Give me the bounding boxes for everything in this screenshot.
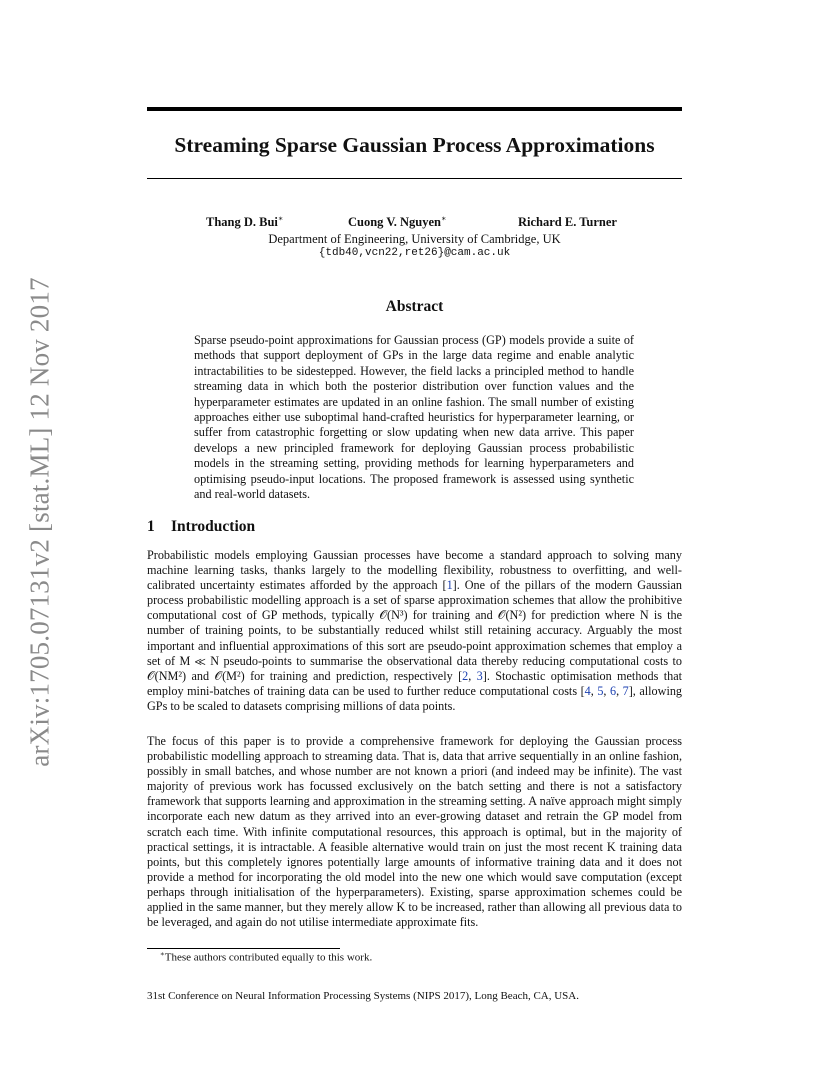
intro-paragraph-1: Probabilistic models employing Gaussian processes have become a standard approach to solving many machine learning tasks, thanks largely to the modelling flexibility, robustness to overfitting, and well-calibrated uncertainty estimates afforded by the approach [1]. One of the pillars of the modern Gaussian process probabilistic modelling approach is a set of sparse approximation schemes that allow the prohibitive computational cost of GP methods, typically 𝒪(N³) for training and 𝒪(N²) for prediction where N is the number of training points, to be substantially reduced whilst still retaining accuracy. Arguably the most important and influential approximations of this sort are pseudo-point approximation schemes that employ a set of M ≪ N pseudo-points to summarise the observational data thereby reducing computational costs to 𝒪(NM²) and 𝒪(M²) for training and prediction, respectively [2, 3]. Stochastic optimisation methods that employ mini-batches of training data can be used to further reduce computational costs [4, 5, 6, 7], allowing GPs to be scaled to datasets comprising millions of data points. — [147, 548, 683, 713]
title-bottom-rule — [147, 178, 682, 179]
author: Thang D. Bui∗ — [206, 214, 284, 230]
intro-paragraph-2: The focus of this paper is to provide a comprehensive framework for deploying the Gaussian process probabilistic modelling approach to streaming data. That is, data that arrive sequentially in an online fashion, possibly in small batches, and whose number are not known a priori (and indeed may be infinite). The vast majority of previous work has focussed exclusively on the batch setting and there is not a satisfactory framework that supports learning and approximation in the streaming setting. A naïve approach might simply incorporate each new datum as they arrived into an ever-growing dataset and retrain the GP model from scratch each time. With infinite computational resources, this approach is optimal, but in the majority of practical settings, it is intractable. A feasible alternative would train on just the most recent K training data points, but this completely ignores potentially large amounts of informative training data and it does not provide a method for incorporating the old model into the new one which would save computation (except perhaps through initialisation of the hyperparameters). Existing, sparse approximation schemes could be applied in the same manner, but they merely allow K to be increased, rather than allowing all previous data to be leveraged, and again do not utilise intermediate approximate fits. — [147, 734, 682, 930]
section-heading — [147, 518, 255, 536]
author: Cuong V. Nguyen∗ — [348, 214, 447, 230]
author: Richard E. Turner — [518, 215, 617, 230]
conference-footer: 31st Conference on Neural Information Processing Systems (NIPS 2017), Long Beach, CA, USA. — [147, 990, 579, 1002]
footnote-rule — [147, 948, 340, 949]
section-number: 1 — [147, 518, 155, 535]
arxiv-stamp: arXiv:1705.07131v2 [stat.ML] 12 Nov 2017 — [24, 277, 55, 767]
paper-title: Streaming Sparse Gaussian Process Approximations — [174, 133, 655, 157]
abstract-heading: Abstract — [385, 298, 444, 315]
citation-link[interactable]: 5 — [597, 683, 604, 698]
affiliation: Department of Engineering, University of Cambridge, UK — [268, 232, 561, 246]
citation-link[interactable]: 1 — [446, 578, 453, 593]
citation-link[interactable]: 2 — [462, 668, 469, 683]
citation-link[interactable]: 7 — [622, 683, 629, 698]
section-title: Introduction — [171, 518, 256, 535]
footnote: ∗These authors contributed equally to this work. — [160, 950, 373, 964]
citation-link[interactable]: 4 — [584, 683, 591, 698]
author-list — [147, 214, 682, 234]
abstract-body: Sparse pseudo-point approximations for Gaussian process (GP) models provide a suite of methods that support deployment of GPs in the large data regime and enable analytic intractabilities to be sidestepped. However, the field lacks a principled method to handle streaming data in which both the posterior distribution over function values and the hyperparameter estimates are updated in an online fashion. The small number of existing approaches either use suboptimal hand-crafted heuristics for hyperparameter learning, or suffer from catastrophic forgetting or slow updating when new data arrive. This paper develops a new principled framework for deploying Gaussian process probabilistic models in the streaming setting, providing methods for learning hyperparameters and optimising pseudo-input locations. The proposed framework is assessed using synthetic and real-world datasets. — [194, 333, 634, 502]
title-top-rule — [147, 107, 682, 111]
author-emails[interactable]: {tdb40,vcn22,ret26}@cam.ac.uk — [318, 247, 511, 259]
citation-link[interactable]: 6 — [609, 683, 617, 698]
citation-link[interactable]: 3 — [476, 668, 483, 683]
